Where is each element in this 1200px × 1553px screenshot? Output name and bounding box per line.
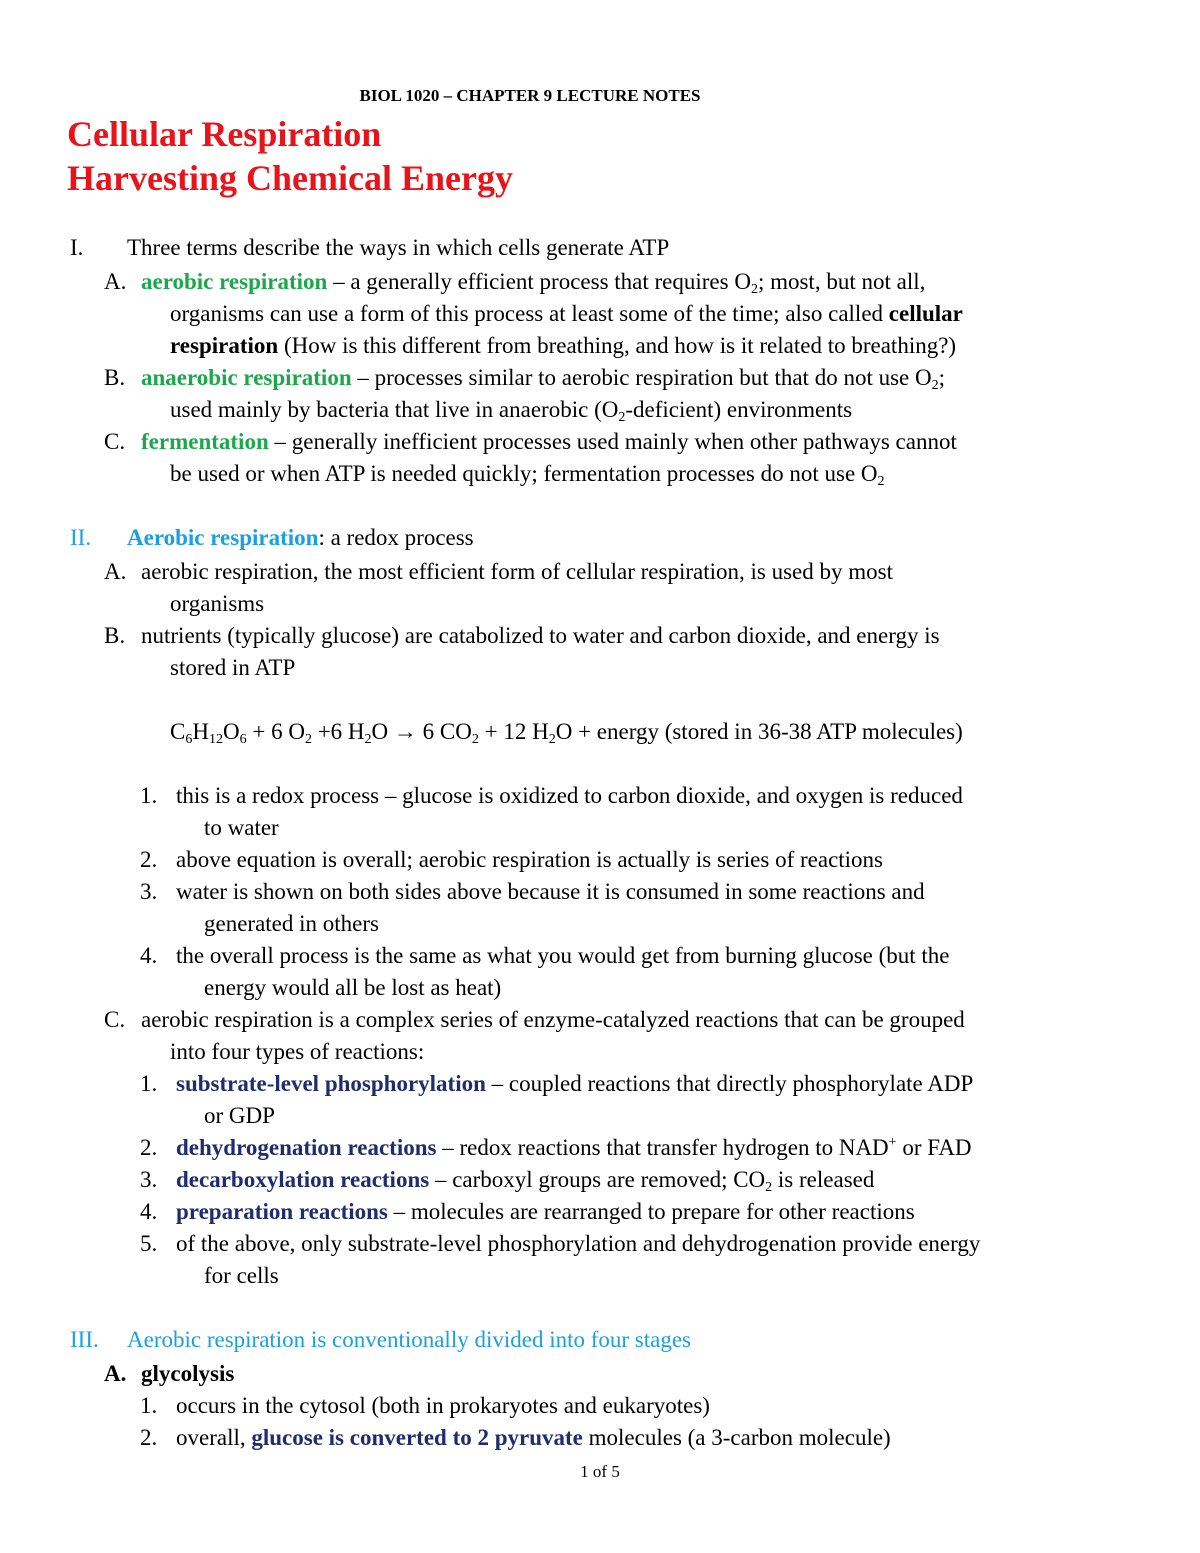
s1-b-line2: used mainly by bacteria that live in anaerobic $(O_2-deficient)$ environments (170, 397, 853, 425)
s2-c5-marker: 5. (140, 1231, 158, 1256)
s2-b1-marker: 1. (140, 783, 158, 808)
s3-a-heading: glycolysis (141, 1361, 235, 1386)
s1-a-line3: respiration (How is this different from breathing, and how is it related to breathing?) (170, 333, 957, 358)
term-fermentation: fermentation (141, 429, 269, 454)
s1-b-line1: anaerobic respiration – processes similar to aerobic respiration but that do not use $O_2$; (141, 365, 945, 393)
s2-a-line1: aerobic respiration, the most efficient form of cellular respiration, is used by most (141, 559, 893, 584)
s1-c-line2: be used or when ATP is needed quickly; fermentation processes do not use $O_2$ (170, 461, 885, 489)
s2-c2-marker: 2. (140, 1135, 158, 1160)
s2-c1-line2: or GDP (204, 1103, 275, 1128)
s2-a-line2: organisms (170, 591, 265, 616)
s2-c4-marker: 4. (140, 1199, 158, 1224)
s2-b-line2: stored in ATP (170, 655, 296, 680)
s2-b3-line1: water is shown on both sides above because it is consumed in some reactions and (176, 879, 925, 904)
s2-c1-line1: substrate-level phosphorylation – coupled reactions that directly phosphorylate ADP (176, 1071, 974, 1096)
s1-b-marker: B. (104, 365, 126, 390)
term-aerobic-respiration: aerobic respiration (141, 269, 328, 294)
s2-c-marker: C. (104, 1007, 126, 1032)
section-1-number: I. (70, 235, 84, 260)
s3-a-marker: A. (104, 1361, 127, 1386)
s2-c5-line2: for cells (204, 1263, 279, 1288)
section-1-heading: Three terms describe the ways in which cells generate ATP (127, 235, 670, 260)
s2-b-line1: nutrients (typically glucose) are catabolized to water and carbon dioxide, and energy is (141, 623, 940, 648)
s2-b-marker: B. (104, 623, 126, 648)
section-2-heading: Aerobic respiration: a redox process (127, 525, 474, 550)
s1-a-marker: A. (104, 269, 127, 294)
title-line-1: Cellular Respiration (67, 114, 382, 154)
s2-b4-line2: energy would all be lost as heat) (204, 975, 502, 1000)
s2-c5-line1: of the above, only substrate-level phosphorylation and dehydrogenation provide energy (176, 1231, 981, 1256)
s2-c1-marker: 1. (140, 1071, 158, 1096)
section-3-number: III. (70, 1327, 99, 1352)
section-2-number: II. (70, 525, 92, 550)
s3-a1-marker: 1. (140, 1393, 158, 1418)
s1-a-line1: aerobic respiration – a generally efficient process that requires $O_2$; most, but not all, (141, 269, 926, 297)
s2-b4-line1: the overall process is the same as what you would get from burning glucose (but the (176, 943, 950, 968)
s2-c2-line1: dehydrogenation reactions – redox reactions that transfer hydrogen to NAD+ or FAD (176, 1135, 972, 1160)
s2-c-line1: aerobic respiration is a complex series of enzyme-catalyzed reactions that can be grouped (141, 1007, 965, 1032)
s2-b1-line2: to water (204, 815, 279, 840)
s2-b3-marker: 3. (140, 879, 158, 904)
page-number: 1 of 5 (580, 1462, 620, 1481)
s3-a2-line: overall, glucose is converted to 2 pyruvate molecules (a 3-carbon molecule) (176, 1425, 891, 1450)
s1-a-line2: organisms can use a form of this process at least some of the time; also called cellular (170, 301, 963, 326)
s2-a-marker: A. (104, 559, 127, 584)
s2-c4-line1: preparation reactions – molecules are rearranged to prepare for other reactions (176, 1199, 915, 1224)
document-header: BIOL 1020 – CHAPTER 9 LECTURE NOTES (359, 86, 701, 105)
section-3-heading: Aerobic respiration is conventionally divided into four stages (127, 1327, 692, 1352)
s2-c3-line1: decarboxylation reactions – carboxyl groups are removed; $CO_2$ is released (176, 1167, 875, 1195)
s2-b2-line1: above equation is overall; aerobic respiration is actually is series of reactions (176, 847, 884, 872)
s2-c3-marker: 3. (140, 1167, 158, 1192)
s1-c-marker: C. (104, 429, 126, 454)
s2-c-line2: into four types of reactions: (170, 1039, 425, 1064)
s2-b3-line2: generated in others (204, 911, 379, 936)
s2-b1-line1: this is a redox process – glucose is oxidized to carbon dioxide, and oxygen is reduced (176, 783, 963, 808)
s2-b2-marker: 2. (140, 847, 158, 872)
s1-c-line1: fermentation – generally inefficient processes used mainly when other pathways cannot (141, 429, 957, 454)
s3-a1-line: occurs in the cytosol (both in prokaryotes and eukaryotes) (176, 1393, 710, 1418)
title-line-2: Harvesting Chemical Energy (67, 158, 513, 198)
s3-a2-marker: 2. (140, 1425, 158, 1450)
s2-b4-marker: 4. (140, 943, 158, 968)
respiration-equation: $C_6H_{12}O_6 + 6$ $O_2 +6$ $H_2O \to 6$ $CO_2 + 12$ $H_2O$ + energy (stored in 36-38 ATP molecules) (170, 719, 963, 747)
term-anaerobic-respiration: anaerobic respiration (141, 365, 352, 390)
